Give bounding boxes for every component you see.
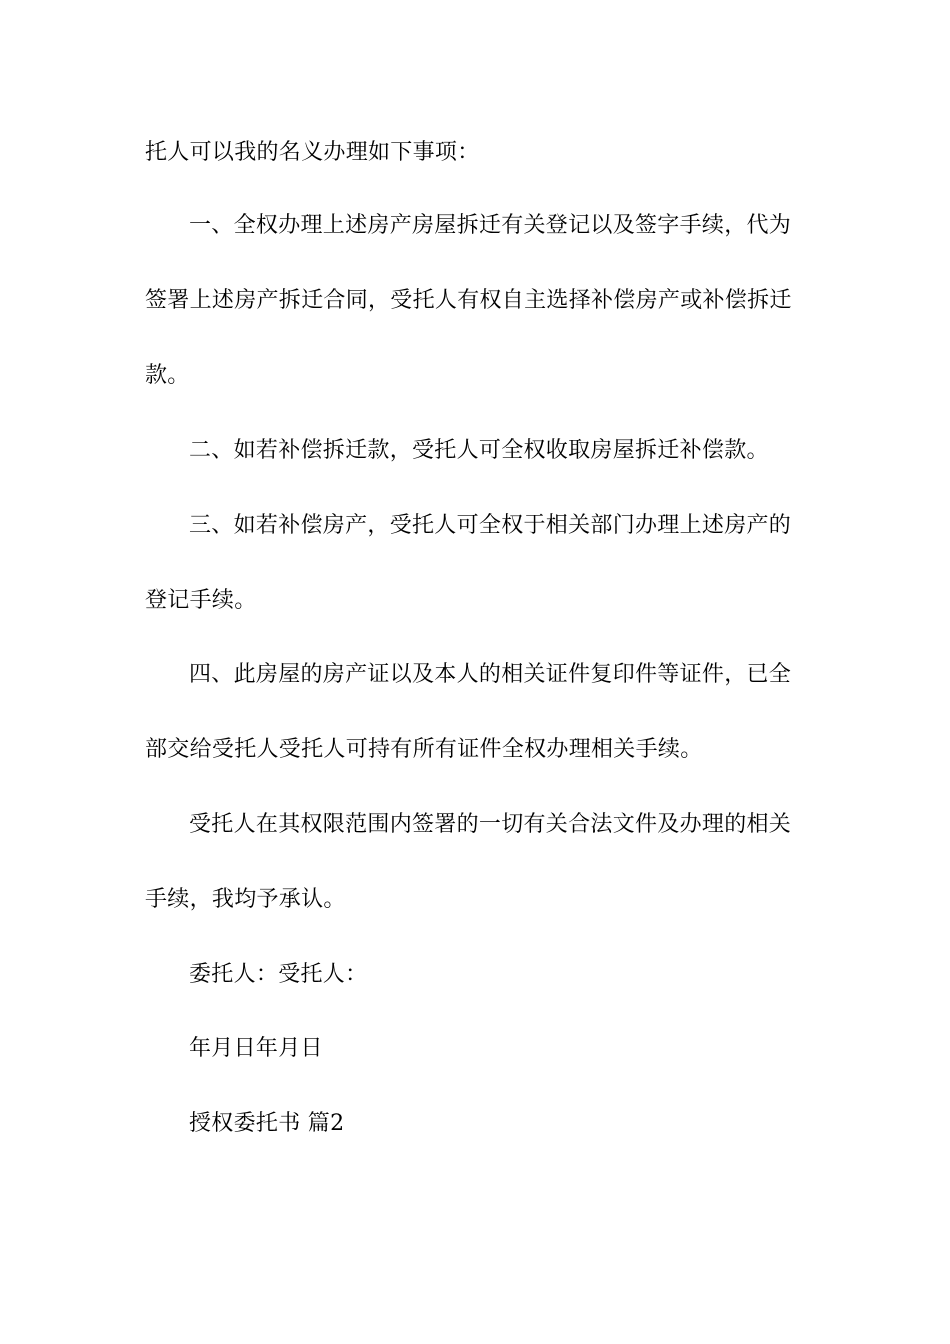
signature-label: 委托人：受托人： xyxy=(189,962,368,987)
text-line: 三、如若补偿房产，受托人可全权于相关部门办理上述房产的 xyxy=(189,513,792,538)
text-line: 四、此房屋的房产证以及本人的相关证件复印件等证件，已全 xyxy=(189,662,792,687)
text-line: 二、如若补偿拆迁款，受托人可全权收取房屋拆迁补偿款。 xyxy=(189,438,769,463)
text-line: 托人可以我的名义办理如下事项： xyxy=(145,140,480,165)
text-line: 受托人在其权限范围内签署的一切有关合法文件及办理的相关 xyxy=(189,812,792,837)
text-line: 款。 xyxy=(145,363,190,388)
section-heading: 授权委托书 篇2 xyxy=(189,1111,345,1136)
text-line: 签署上述房产拆迁合同，受托人有权自主选择补偿房产或补偿拆迁 xyxy=(145,288,792,313)
date-line: 年月日年月日 xyxy=(189,1036,323,1061)
text-line: 手续，我均予承认。 xyxy=(145,887,346,912)
text-line: 部交给受托人受托人可持有所有证件全权办理相关手续。 xyxy=(145,737,703,762)
text-line: 登记手续。 xyxy=(145,588,257,613)
text-line: 一、全权办理上述房产房屋拆迁有关登记以及签字手续，代为 xyxy=(189,213,792,238)
